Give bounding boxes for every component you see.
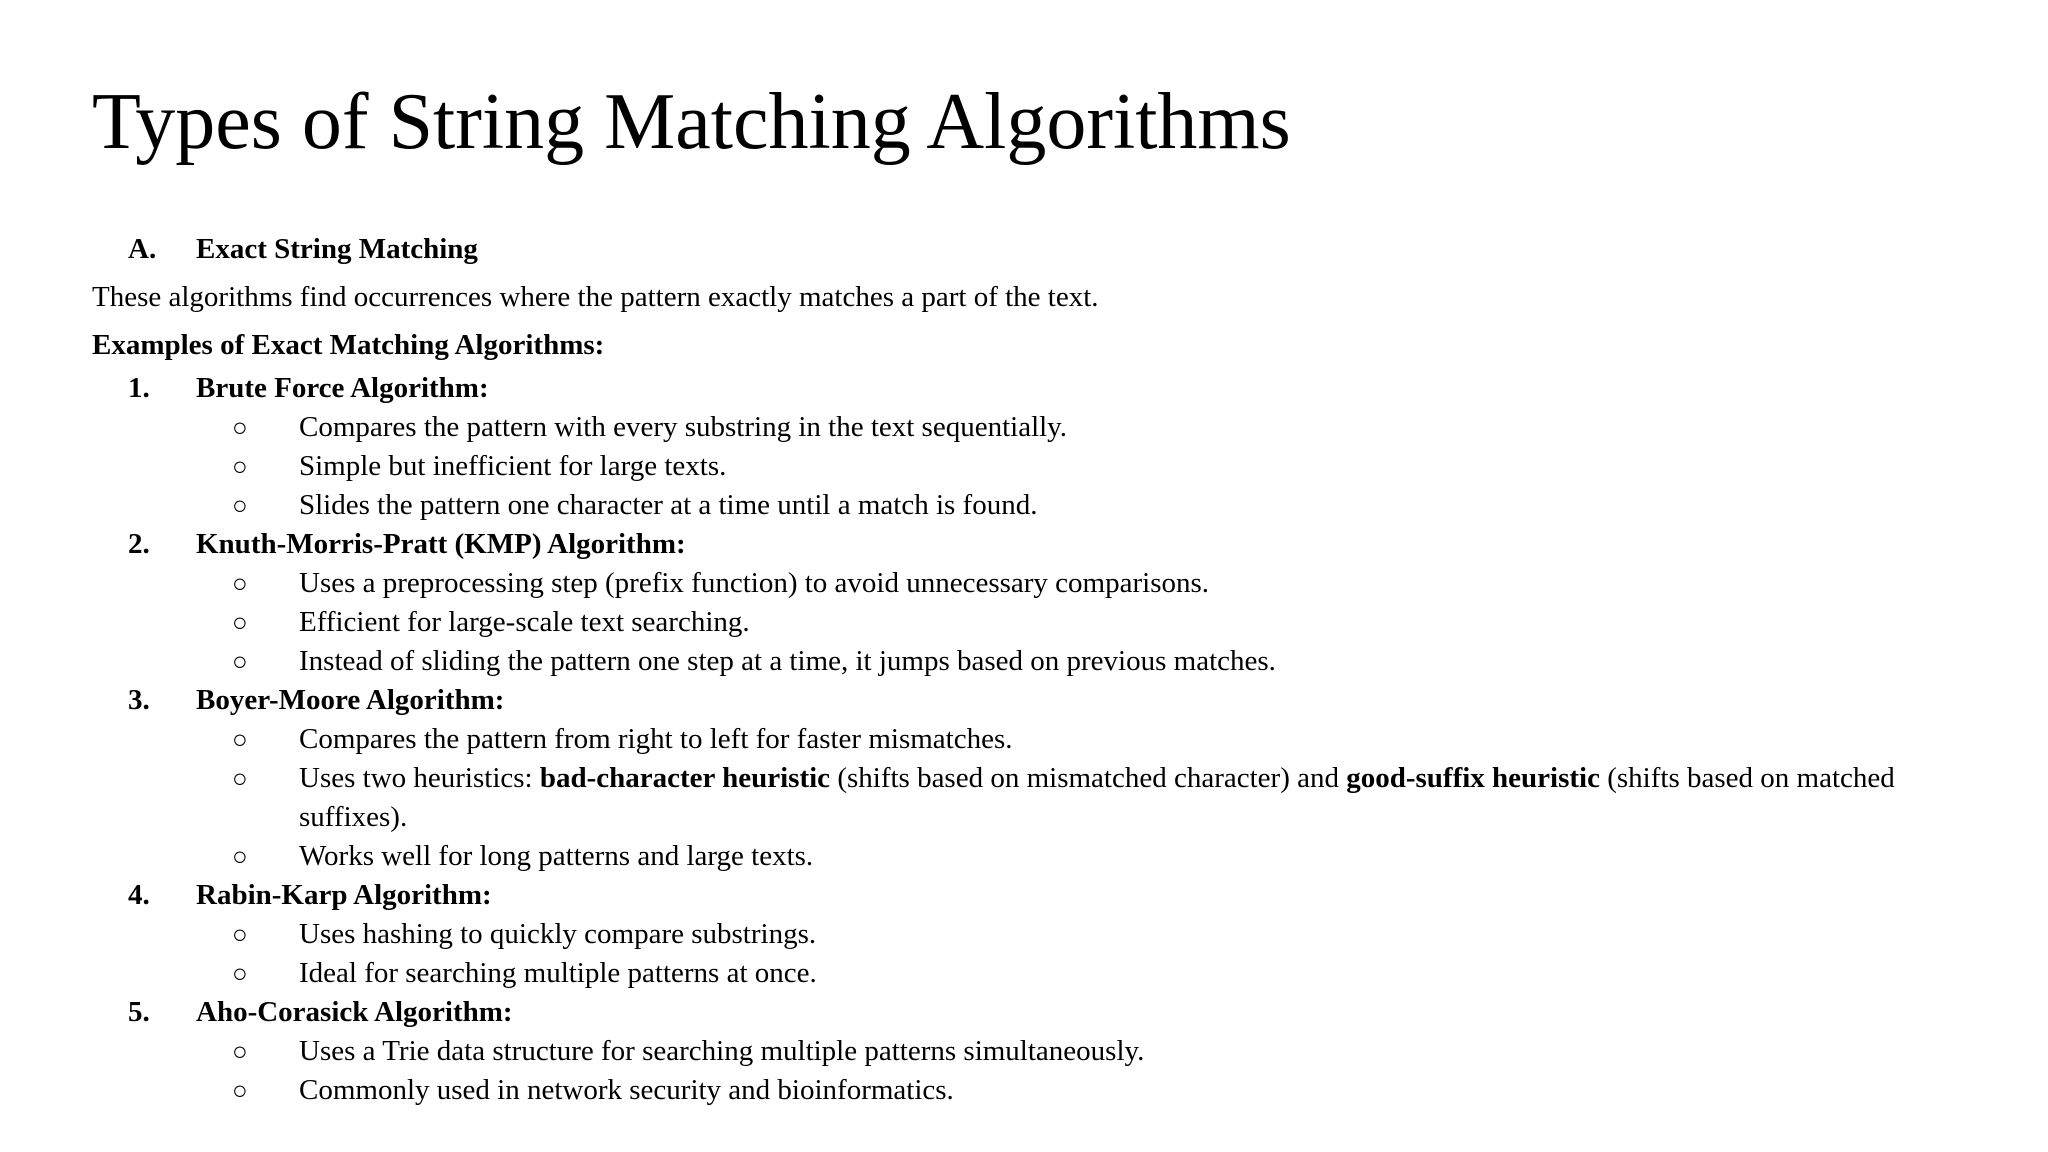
bullet-text: Slides the pattern one character at a time until a match is found. <box>299 489 1038 521</box>
bullet-item <box>92 837 1972 876</box>
examples-heading-text: Examples of Exact Matching Algorithms: <box>92 329 605 361</box>
algorithm-item <box>92 993 1972 1032</box>
algorithm-item <box>92 525 1972 564</box>
intro-text: These algorithms find occurrences where the pattern exactly matches a part of the text. <box>92 281 1099 313</box>
algorithm-name: Knuth-Morris-Pratt (KMP) Algorithm: <box>196 528 686 560</box>
bullet-text-part: (shifts based on mismatched character) and <box>830 762 1347 794</box>
bullet-item <box>92 1071 1972 1110</box>
bullet-text: Commonly used in network security and bioinformatics. <box>299 1074 954 1106</box>
bullet-text: Ideal for searching multiple patterns at once. <box>299 957 817 989</box>
algorithm-name: Aho-Corasick Algorithm: <box>196 996 513 1028</box>
bullet-text: Compares the pattern with every substring in the text sequentially. <box>299 411 1068 443</box>
good-suffix-term: good-suffix heuristic <box>1346 762 1600 794</box>
bullet-item <box>92 486 1972 525</box>
algorithm-item <box>92 681 1972 720</box>
circle-bullet-icon: ○ <box>232 1037 248 1066</box>
examples-heading <box>92 321 1972 369</box>
algorithm-number: 2. <box>128 528 150 560</box>
bullet-text-heuristics <box>299 759 1979 837</box>
slide-content <box>92 225 1972 1110</box>
circle-bullet-icon: ○ <box>232 764 248 793</box>
section-marker: A. <box>128 233 157 265</box>
bullet-text: Uses a preprocessing step (prefix function) to avoid unnecessary comparisons. <box>299 567 1210 599</box>
bad-character-term: bad-character heuristic <box>539 762 831 794</box>
bullet-text: Simple but inefficient for large texts. <box>299 450 727 482</box>
circle-bullet-icon: ○ <box>232 491 248 520</box>
bullet-text: Uses a Trie data structure for searching multiple patterns simultaneously. <box>299 1035 1145 1067</box>
algorithm-name: Boyer-Moore Algorithm: <box>196 684 505 716</box>
bullet-item <box>92 954 1972 993</box>
circle-bullet-icon: ○ <box>232 1076 248 1105</box>
section-label: Exact String Matching <box>196 233 478 265</box>
circle-bullet-icon: ○ <box>232 413 248 442</box>
circle-bullet-icon: ○ <box>232 452 248 481</box>
bullet-item <box>92 603 1972 642</box>
bullet-item <box>92 564 1972 603</box>
intro-paragraph <box>92 273 1972 321</box>
algorithm-item <box>92 369 1972 408</box>
algorithm-number: 1. <box>128 372 150 404</box>
page-title: Types of String Matching Algorithms <box>92 78 1291 166</box>
bullet-item <box>92 720 1972 759</box>
algorithm-item <box>92 876 1972 915</box>
bullet-text-part: Uses two heuristics: <box>299 762 540 794</box>
section-heading <box>92 225 1972 273</box>
algorithm-name: Brute Force Algorithm: <box>196 372 489 404</box>
bullet-text: Efficient for large-scale text searching. <box>299 606 750 638</box>
algorithm-number: 3. <box>128 684 150 716</box>
circle-bullet-icon: ○ <box>232 842 248 871</box>
bullet-text-part: (shifts based on matched suffixes). <box>299 762 1895 833</box>
bullet-text: Compares the pattern from right to left for faster mismatches. <box>299 723 1013 755</box>
circle-bullet-icon: ○ <box>232 959 248 988</box>
bullet-text: Instead of sliding the pattern one step at a time, it jumps based on previous matches. <box>299 645 1276 677</box>
algorithm-name: Rabin-Karp Algorithm: <box>196 879 492 911</box>
circle-bullet-icon: ○ <box>232 608 248 637</box>
bullet-item <box>92 447 1972 486</box>
circle-bullet-icon: ○ <box>232 569 248 598</box>
algorithm-number: 4. <box>128 879 150 911</box>
circle-bullet-icon: ○ <box>232 725 248 754</box>
bullet-item <box>92 1032 1972 1071</box>
bullet-item <box>92 642 1972 681</box>
bullet-item <box>92 915 1972 954</box>
bullet-item <box>92 408 1972 447</box>
circle-bullet-icon: ○ <box>232 647 248 676</box>
circle-bullet-icon: ○ <box>232 920 248 949</box>
bullet-text: Uses hashing to quickly compare substrings. <box>299 918 817 950</box>
bullet-text: Works well for long patterns and large texts. <box>299 840 814 872</box>
bullet-item <box>92 759 1972 837</box>
algorithm-number: 5. <box>128 996 150 1028</box>
